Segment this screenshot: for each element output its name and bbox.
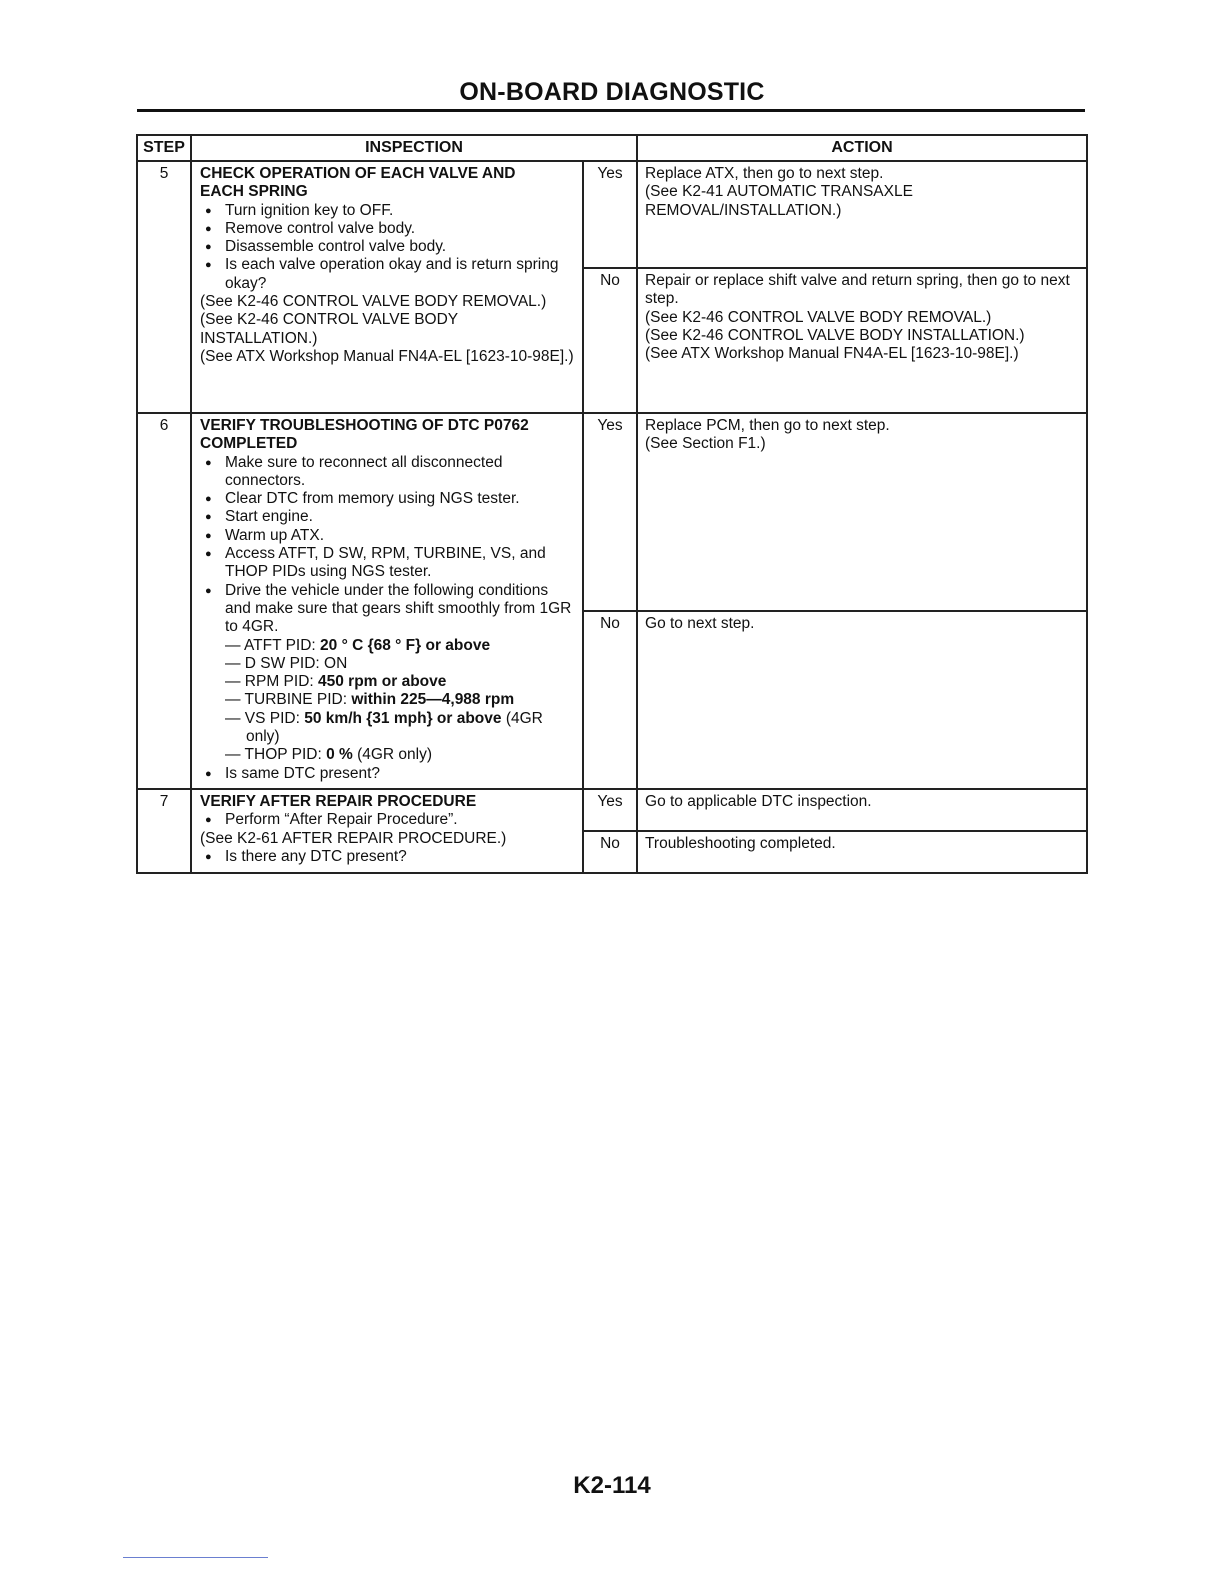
action-text: Go to applicable DTC inspection.	[645, 793, 872, 810]
list-item: ● Disassemble control valve body.	[200, 238, 574, 256]
header-inspection: INSPECTION	[191, 135, 637, 161]
action-cell	[637, 611, 1087, 789]
pid-condition	[200, 637, 574, 655]
step-title: VERIFY AFTER REPAIR PROCEDURE	[200, 793, 477, 810]
bullet-list	[200, 202, 574, 293]
step-number: 7	[137, 789, 191, 873]
page-title: ON-BOARD DIAGNOSTIC	[459, 78, 765, 106]
action-text: (See K2-46 CONTROL VALVE BODY INSTALLATION.)	[645, 326, 1025, 344]
inspection-cell	[191, 413, 583, 789]
action-text: (See ATX Workshop Manual FN4A-EL [1623-10-98E].)	[645, 345, 1019, 363]
inspection-cell	[191, 161, 583, 413]
list-item: ● Is there any DTC present?	[200, 848, 574, 866]
step-number: 5	[137, 161, 191, 413]
list-item: ● Start engine.	[200, 508, 574, 526]
list-item: ● Drive the vehicle under the following conditions and make sure that gears shift smoothly from 1GR to 4GR.	[200, 582, 574, 637]
action-cell	[637, 413, 1087, 611]
table-row	[137, 161, 1087, 268]
list-item: ● Access ATFT, D SW, RPM, TURBINE, VS, and THOP PIDs using NGS tester.	[200, 545, 574, 582]
pid-label: — THOP PID:	[225, 746, 327, 764]
action-text: (See Section F1.)	[645, 435, 766, 453]
pid-value: 0 %	[326, 746, 353, 764]
pid-value: 20 ° C {68 ° F} or above	[320, 636, 491, 654]
pid-note: (4GR only)	[352, 746, 433, 764]
list-item: ● Remove control valve body.	[200, 220, 574, 238]
pid-label: — RPM PID:	[225, 673, 319, 691]
step-title: VERIFY TROUBLESHOOTING OF DTC P0762	[200, 417, 529, 434]
reference-text: (See K2-46 CONTROL VALVE BODY INSTALLATION.)	[200, 311, 458, 347]
action-cell	[637, 268, 1087, 413]
step-title: CHECK OPERATION OF EACH VALVE AND	[200, 165, 516, 182]
action-cell	[637, 789, 1087, 831]
pid-note: only)	[246, 728, 280, 746]
yes-label: Yes	[583, 161, 637, 268]
list-item: ● Make sure to reconnect all disconnected connectors.	[200, 454, 574, 491]
pid-label: — TURBINE PID:	[225, 691, 352, 709]
action-text: Replace PCM, then go to next step.	[645, 417, 890, 434]
list-item: ● Warm up ATX.	[200, 527, 574, 545]
pid-condition	[200, 673, 574, 691]
bullet-list	[200, 848, 574, 866]
pid-value: 50 km/h {31 mph} or above	[304, 709, 502, 727]
action-text: Go to next step.	[645, 615, 755, 632]
inspection-cell	[191, 789, 583, 873]
bullet-list	[200, 765, 574, 783]
table-row	[137, 413, 1087, 611]
list-item: ● Clear DTC from memory using NGS tester.	[200, 490, 574, 508]
action-text: Repair or replace shift valve and return spring, then go to next step.	[645, 272, 1070, 308]
list-item: ● Is same DTC present?	[200, 765, 574, 783]
bullet-list	[200, 454, 574, 637]
diagnostic-table	[136, 134, 1088, 874]
no-label: No	[583, 831, 637, 873]
yes-label: Yes	[583, 789, 637, 831]
pid-value: 450 rpm or above	[318, 673, 447, 691]
header-action: ACTION	[637, 135, 1087, 161]
step-title: COMPLETED	[200, 435, 298, 453]
list-item: ● Is each valve operation okay and is return spring okay?	[200, 256, 574, 293]
pid-label: — ATFT PID:	[225, 636, 321, 654]
title-rule	[137, 109, 1085, 112]
action-text: Replace ATX, then go to next step.	[645, 165, 884, 182]
no-label: No	[583, 611, 637, 789]
page-number: K2-114	[573, 1472, 651, 1499]
pid-condition	[200, 746, 574, 764]
action-text: (See K2-41 AUTOMATIC TRANSAXLE REMOVAL/INSTALLATION.)	[645, 183, 913, 219]
pid-value: within 225—4,988 rpm	[351, 691, 515, 709]
bullet-list	[200, 811, 574, 829]
table-header-row	[137, 135, 1087, 161]
action-text: Troubleshooting completed.	[645, 835, 836, 852]
list-item: ● Perform “After Repair Procedure”.	[200, 811, 574, 829]
action-cell	[637, 831, 1087, 873]
footer-rule	[123, 1557, 268, 1558]
reference-text: (See K2-61 AFTER REPAIR PROCEDURE.)	[200, 829, 507, 847]
step-number: 6	[137, 413, 191, 789]
action-cell	[637, 161, 1087, 268]
no-label: No	[583, 268, 637, 413]
list-item: ● Turn ignition key to OFF.	[200, 202, 574, 220]
table-row	[137, 789, 1087, 831]
reference-text: (See K2-46 CONTROL VALVE BODY REMOVAL.)	[200, 293, 547, 311]
pid-label: — VS PID:	[225, 709, 305, 727]
pid-condition	[200, 691, 574, 709]
pid-note: (4GR	[501, 709, 543, 727]
yes-label: Yes	[583, 413, 637, 611]
header-step: STEP	[137, 135, 191, 161]
pid-condition	[200, 710, 574, 728]
action-text: (See K2-46 CONTROL VALVE BODY REMOVAL.)	[645, 308, 992, 326]
pid-condition: — D SW PID: ON	[225, 654, 348, 672]
reference-text: (See ATX Workshop Manual FN4A-EL [1623-10-98E].)	[200, 347, 574, 365]
step-title: EACH SPRING	[200, 183, 308, 201]
